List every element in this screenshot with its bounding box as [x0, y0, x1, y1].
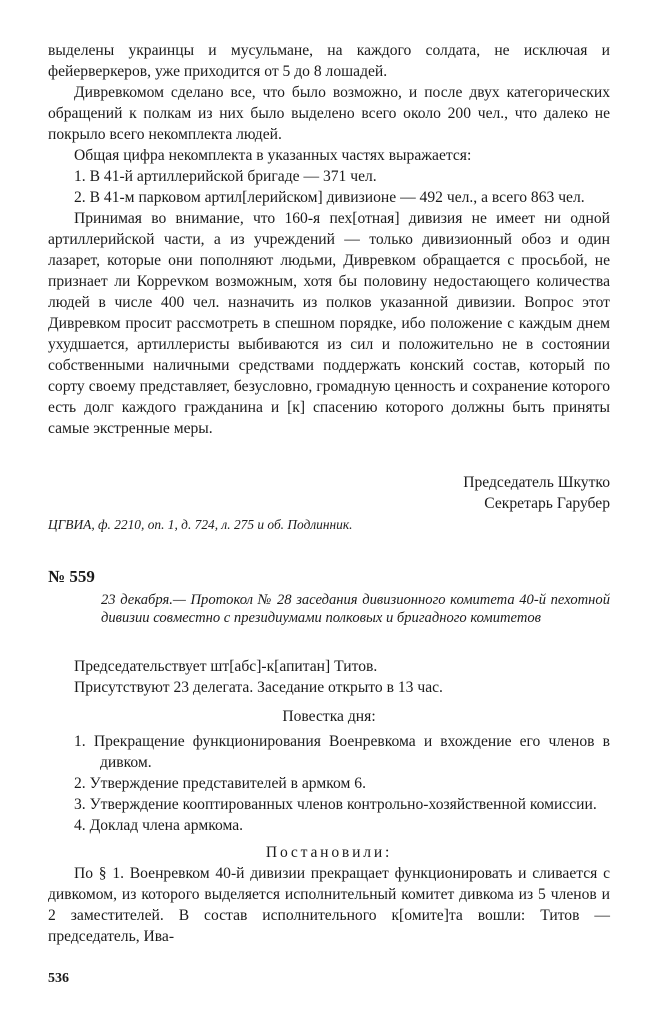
agenda-heading: Повестка дня:: [282, 708, 376, 725]
signature-chairman: Председатель Шкутко: [463, 474, 610, 491]
signature-secretary: Секретарь Гарубер: [484, 495, 610, 512]
source-citation: ЦГВИА, ф. 2210, оп. 1, д. 724, л. 275 и об. Подлинник.: [48, 517, 353, 532]
page-number: 536: [48, 971, 69, 986]
agenda-item: 3. Утверждение кооптированных членов контрольно-хозяйственной комиссии.: [74, 796, 597, 813]
presiding-line: Председательствует шт[абс]-к[апитан] Титов.: [74, 658, 378, 675]
protocol-body: [48, 656, 610, 947]
paragraph-horses: выделены украинцы и мусульмане, на каждого солдата, не исключая и фейерверкеров, уже приходится от 5 до 8 лошадей.: [48, 42, 610, 80]
document-title: 23 декабря.— Протокол № 28 заседания дивизионного комитета 40-й пехотной дивизии совместно с президиумами полковых и бригадного комитетов: [101, 592, 610, 626]
paragraph-divrevkom-efforts: Дивревкомом сделано все, что было возможно, и после двух категорических обращений к полкам из них было выделено всего около 200 чел., что далеко не покрыло всего некомплекта людей.: [48, 84, 610, 143]
agenda-item: 2. Утверждение представителей в армком 6.: [74, 775, 366, 792]
attendance-line: Присутствуют 23 делегата. Заседание открыто в 13 час.: [74, 679, 443, 696]
paragraph-request: Принимая во внимание, что 160-я пех[отная] дивизия не имеет ни одной артиллерийской части, а из учреждений — только дивизионный обоз и один лазарет, которые они пополняют людьми, Дивревком обращается с просьбой, не признает ли Коррevком возможным, хотя бы половину недостающего количества людей в числе 400 чел. назначить из полков указанной дивизии. Вопрос этот Дивревком просит рассмотреть в спешном порядке, ибо положение с каждым днем ухудшается, артиллеристы выбиваются из сил и положительно не в состоянии собственными наличными средствами поддержать конский состав, который по сорту своему представляет, безусловно, громадную ценность и сохранение которого есть долг каждого гражданина и [к] спасению которого должны быть приняты самые экстренные меры.: [48, 210, 610, 437]
archive-source: [48, 516, 610, 534]
agenda-item: 1. Прекращение функционирования Военревкома и вхождение его членов в дивком.: [74, 733, 610, 771]
list-item-park-division: 2. В 41-м парковом артил[лерийском] дивизионе — 492 чел., а всего 863 чел.: [74, 189, 585, 206]
document-number: № 559: [48, 567, 95, 586]
paragraph-shortage-total: Общая цифра некомплекта в указанных частях выражается:: [74, 147, 472, 164]
resolved-heading: Постановили:: [265, 844, 393, 861]
agenda-item: 4. Доклад члена армкома.: [74, 817, 244, 834]
list-item-brigade: 1. В 41-й артиллерийской бригаде — 371 чел.: [74, 168, 377, 185]
letter-body: [48, 40, 610, 439]
resolution-paragraph-1: По § 1. Военревком 40-й дивизии прекращает функционировать и сливается с дивкомом, из которого выделяется исполнительный комитет дивкома из 5 членов и 2 заместителей. В состав исполнительного к[омите]та вошли: Титов — председатель, Ива-: [48, 865, 610, 945]
agenda-list: [48, 731, 610, 836]
signature-block: [48, 472, 610, 514]
